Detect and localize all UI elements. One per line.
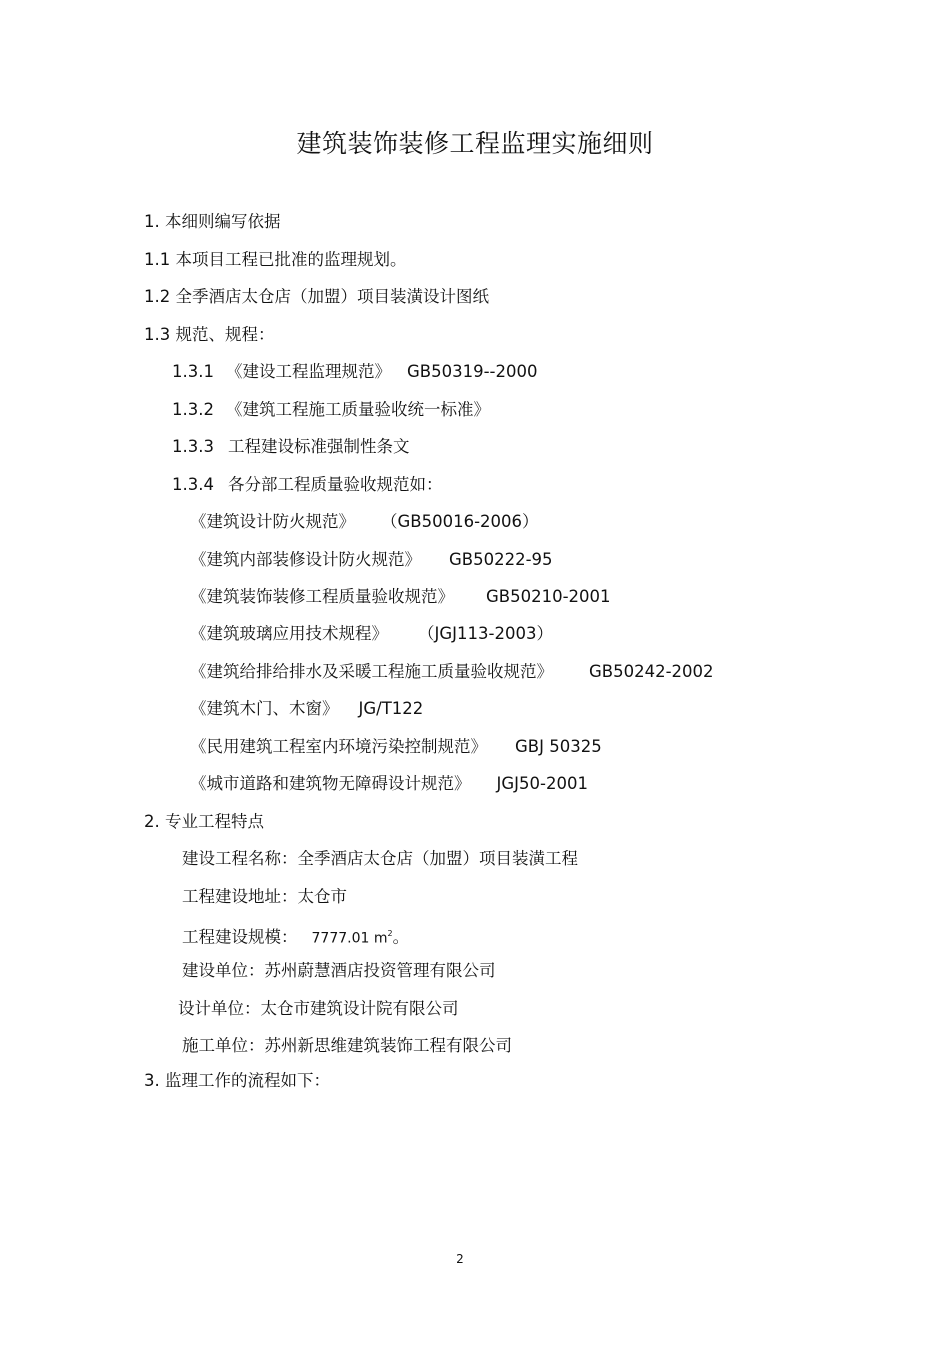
project-address-line <box>182 886 347 908</box>
standard-code: GB50242-2002 <box>589 662 714 681</box>
clause-text: 各分部工程质量验收规范如： <box>227 475 443 494</box>
clause-1-3-2 <box>172 399 490 421</box>
standard-code: GB50222-95 <box>449 550 553 569</box>
standard-code: JG/T122 <box>358 699 424 718</box>
clause-1-3-1 <box>172 361 537 383</box>
standard-line <box>190 698 423 720</box>
standard-line <box>190 586 611 608</box>
owner-line <box>182 960 496 982</box>
field-value: 苏州新思维建筑装饰工程有限公司 <box>264 1036 512 1055</box>
standard-line <box>190 549 553 571</box>
standard-code: JGJ50-2001 <box>496 774 588 793</box>
standard-line <box>190 773 588 795</box>
clause-number: 1.3.4 <box>172 475 214 494</box>
clause-text: 《建筑工程施工质量验收统一标准》 <box>225 400 490 419</box>
section-1-heading: 1. 本细则编写依据 <box>144 212 281 231</box>
standard-name: 《建筑装饰装修工程质量验收规范》 <box>190 587 454 606</box>
project-scale-line <box>182 923 409 950</box>
standard-line <box>190 661 714 683</box>
clause-number: 1.3.1 <box>172 362 214 381</box>
field-label: 工程建设规模： <box>182 927 298 947</box>
field-value: 太仓市建筑设计院有限公司 <box>260 999 459 1018</box>
standard-code: GBJ 50325 <box>515 737 602 756</box>
clause-1-3-4 <box>172 474 442 496</box>
standard-name: 《建筑玻璃应用技术规程》 <box>190 624 388 643</box>
standard-name: 《建筑内部装修设计防火规范》 <box>190 550 421 569</box>
standard-code: （GB50016-2006） <box>381 512 539 531</box>
clause-text: 《建设工程监理规范》 <box>225 362 391 381</box>
clause-1-1: 1.1 本项目工程已批准的监理规划。 <box>144 250 407 269</box>
field-value: 7777.01 m <box>311 930 388 947</box>
clause-number: 1.3.2 <box>172 400 214 419</box>
designer-line <box>178 998 459 1020</box>
field-label: 建设单位： <box>182 961 265 980</box>
field-end: 。 <box>392 927 410 947</box>
clause-1-2: 1.2 全季酒店太仓店（加盟）项目装潢设计图纸 <box>144 287 489 306</box>
clause-1-3-3 <box>172 436 409 458</box>
standard-line <box>190 623 553 645</box>
document-title: 建筑装饰装修工程监理实施细则 <box>296 129 654 158</box>
standard-code: GB50319--2000 <box>406 362 538 381</box>
section-3-heading: 3. 监理工作的流程如下： <box>144 1071 330 1090</box>
standard-line <box>190 511 539 533</box>
field-value: 苏州蔚慧酒店投资管理有限公司 <box>264 961 496 980</box>
field-label: 建设工程名称： <box>182 849 298 868</box>
project-name-line <box>182 848 578 870</box>
field-label: 设计单位： <box>178 999 261 1018</box>
clause-number: 1.3.3 <box>172 437 214 456</box>
standard-code: GB50210-2001 <box>486 587 611 606</box>
field-label: 工程建设地址： <box>182 887 298 906</box>
field-value: 太仓市 <box>297 887 347 906</box>
standard-name: 《民用建筑工程室内环境污染控制规范》 <box>190 737 487 756</box>
unit-superscript: 2 <box>387 929 393 938</box>
standard-code: （JGJ113-2003） <box>418 624 553 643</box>
field-value: 全季酒店太仓店（加盟）项目装潢工程 <box>297 849 578 868</box>
standard-line <box>190 736 602 758</box>
page-number: 2 <box>456 1252 464 1266</box>
section-2-heading: 2. 专业工程特点 <box>144 812 264 831</box>
standard-name: 《建筑设计防火规范》 <box>190 512 355 531</box>
standard-name: 《建筑给排给排水及采暖工程施工质量验收规范》 <box>190 662 553 681</box>
standard-name: 《建筑木门、木窗》 <box>190 699 339 718</box>
contractor-line <box>182 1035 512 1057</box>
field-label: 施工单位： <box>182 1036 265 1055</box>
clause-text: 工程建设标准强制性条文 <box>227 437 410 456</box>
clause-1-3: 1.3 规范、规程： <box>144 325 275 344</box>
standard-name: 《城市道路和建筑物无障碍设计规范》 <box>190 774 471 793</box>
